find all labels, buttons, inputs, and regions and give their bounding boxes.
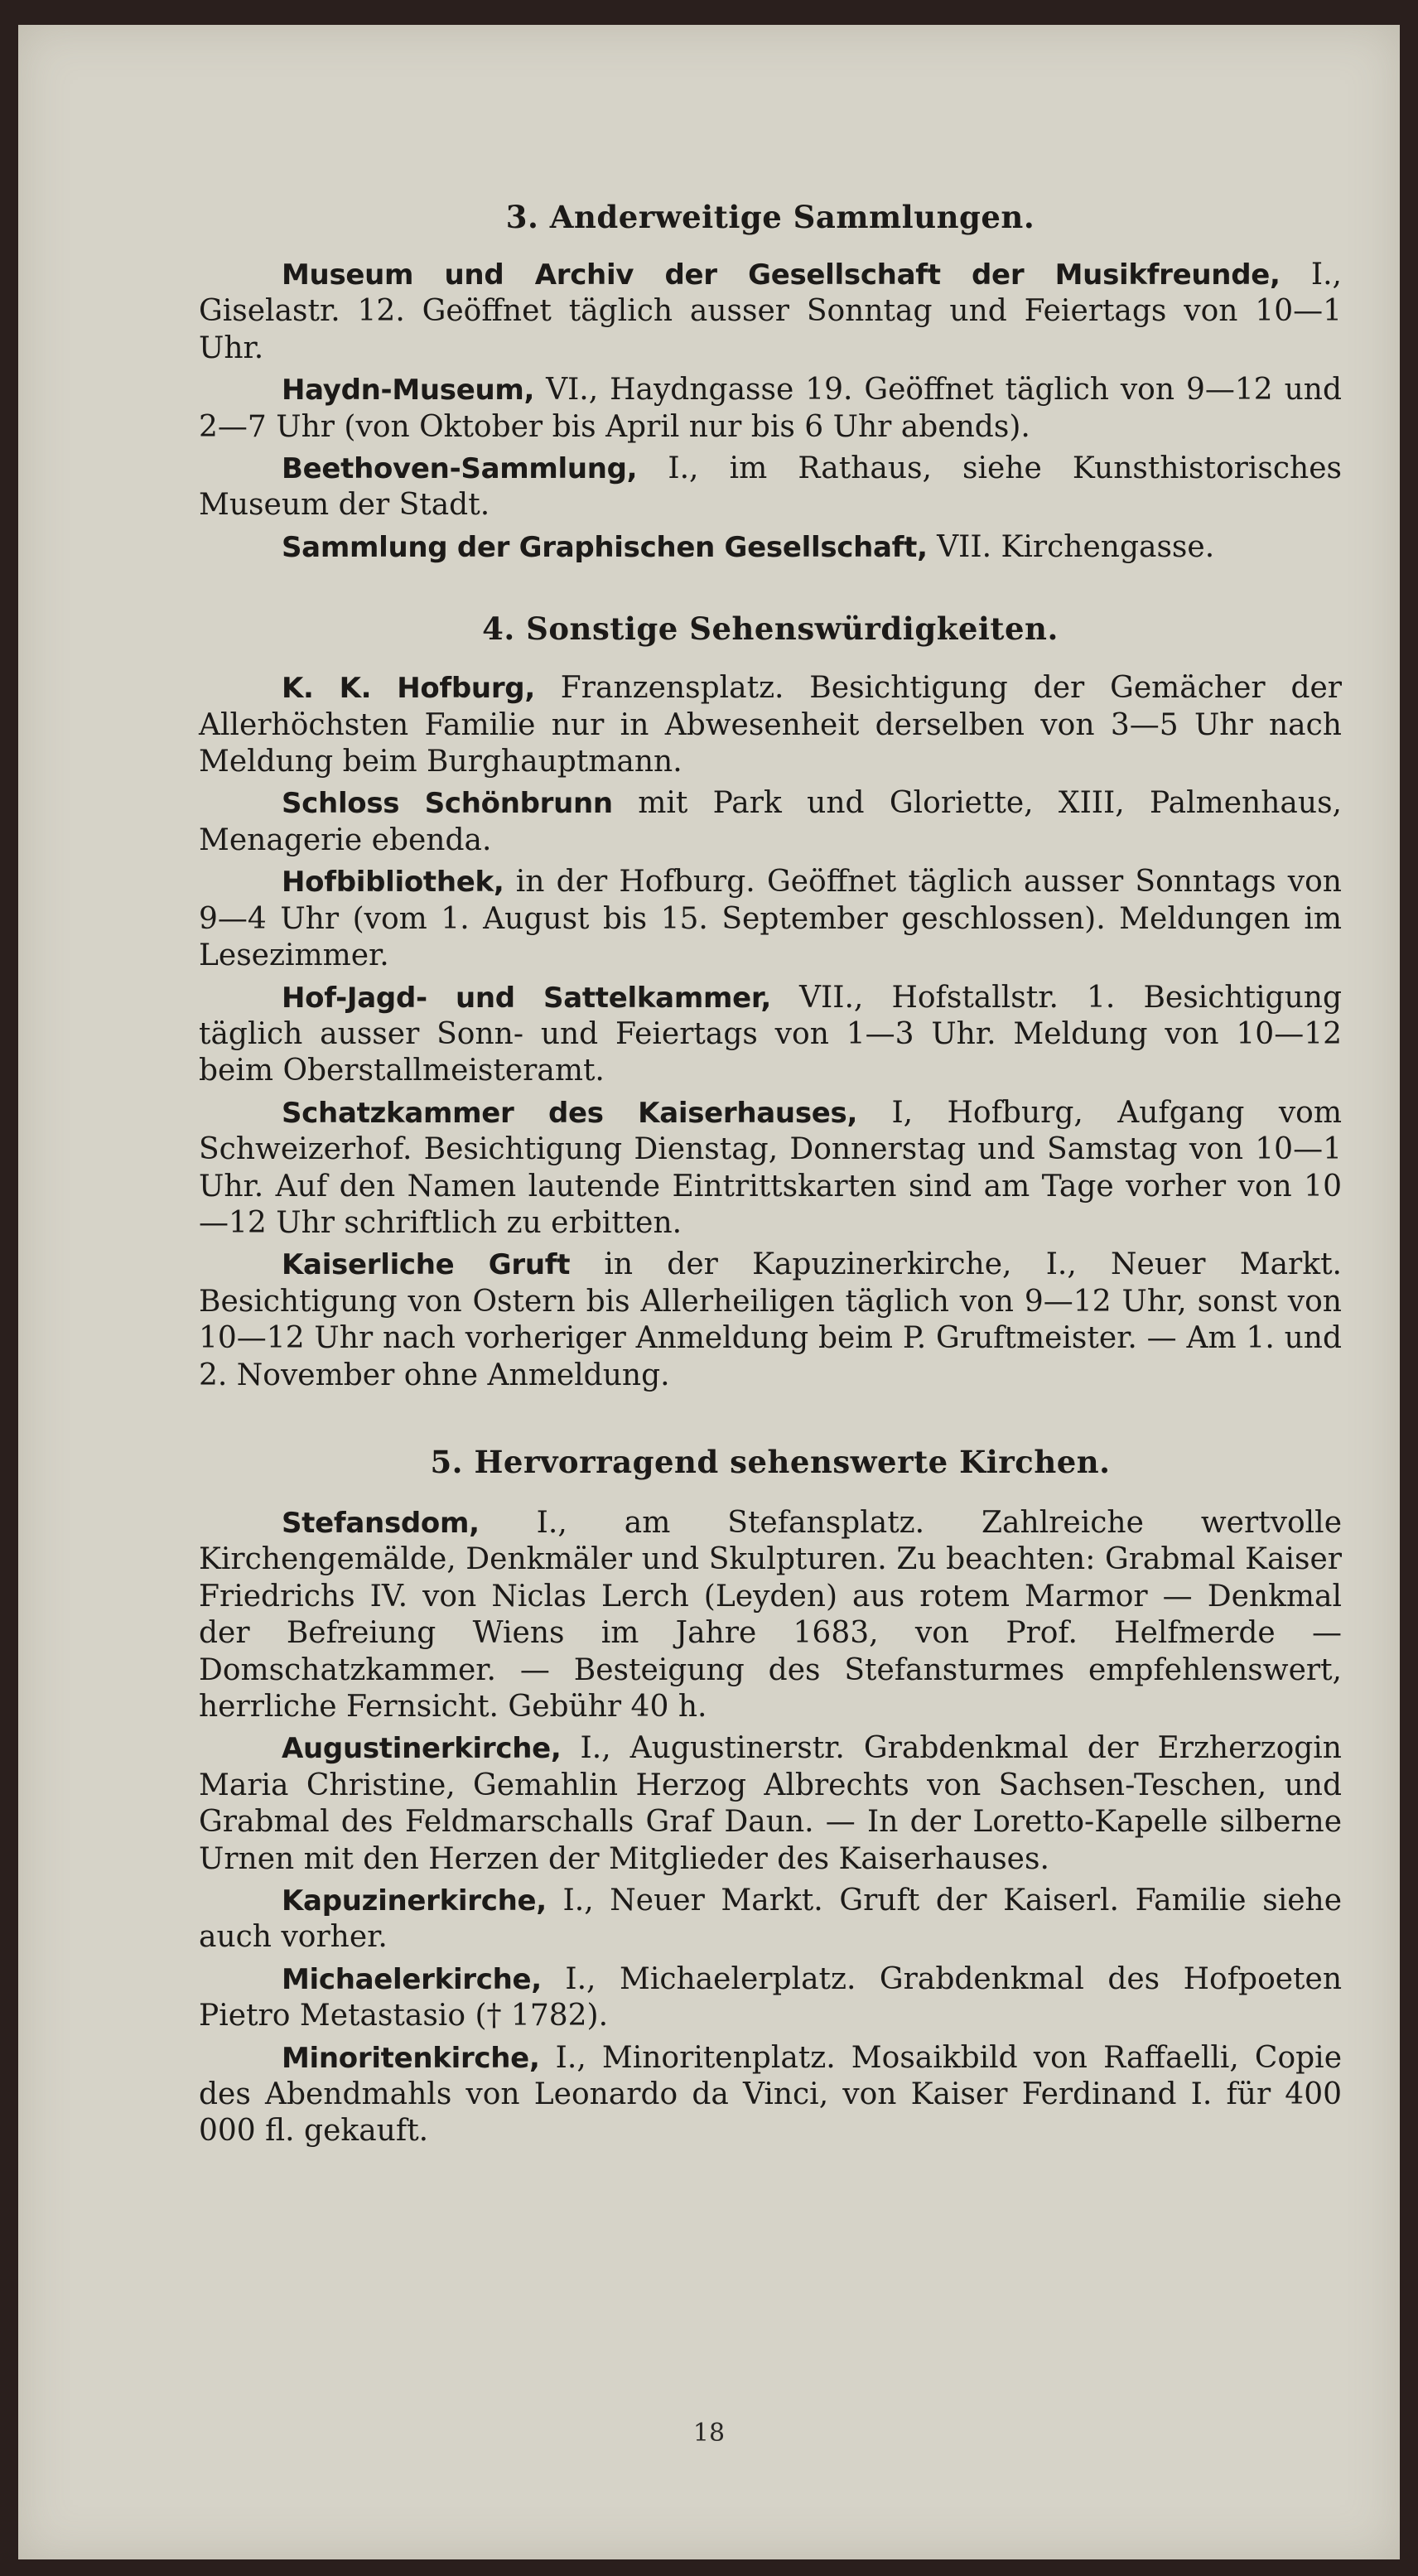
entry-kaiserliche-gruft [199,1247,1342,1394]
entry-text: I., Augustinerstr. Grabdenkmal der Erzherzogin Maria Christine, Gemahlin Herzog Albrechts von Sachsen-Teschen, und Grabmal des Feldmarschalls Graf Daun. — In der Loretto-Kapelle silberne Urnen mit den Herzen der Mitglieder des Kaiserhauses. [199,1731,1342,1876]
entry-text: mit Park und Gloriette, XIII, Palmenhaus, Menagerie ebenda. [199,786,1342,857]
entry-haydn-museum [199,372,1342,446]
entry-name: Hofbibliothek, [282,866,504,900]
entry-text: I., Giselastr. 12. Geöffnet täglich ausser Sonntag und Feiertags von 10—1 Uhr. [199,258,1342,365]
entry-name: Kaiserliche Gruft [282,1248,571,1282]
entry-text: I., Neuer Markt. Gruft der Kaiserl. Familie siehe auch vorher. [199,1884,1342,1955]
entry-text: VII., Hofstallstr. 1. Besichtigung täglich ausser Sonn- und Feiertags von 1—3 Uhr. Meldung von 10—12 beim Oberstallmeisteramt. [199,980,1342,1088]
entry-sattelkammer [199,980,1342,1090]
entry-schatzkammer [199,1095,1342,1242]
entry-name: Beethoven-Sammlung, [282,452,638,486]
entry-name: Michaelerkirche, [282,1962,542,1996]
book-page [18,25,1400,2559]
entry-musikfreunde [199,257,1342,367]
entry-kapuzinerkirche [199,1883,1342,1956]
entry-name: Haydn-Museum, [282,374,535,408]
entry-text: in der Hofburg. Geöffnet täglich ausser Sonntags von 9—4 Uhr (vom 1. August bis 15. September geschlossen). Meldungen im Lesezimmer. [199,865,1342,973]
entry-text: I., Minoritenplatz. Mosaikbild von Raffaelli, Copie des Abendmahls von Leonardo da Vinci, von Kaiser Ferdinand I. für 400 000 fl. gekauft. [199,2040,1342,2149]
entry-name: Kapuzinerkirche, [282,1884,547,1918]
section-heading-collections: 3. Anderweitige Sammlungen. [505,199,1035,235]
entry-text: VI., Haydngasse 19. Geöffnet täglich von 9—12 und 2—7 Uhr (von Oktober bis April nur bis 6 Uhr abends). [199,373,1342,444]
entry-stefansdom [199,1505,1342,1725]
entry-text: VII. Kirchengasse. [927,529,1215,564]
entry-name: Museum und Archiv der Gesellschaft der Musikfreunde, [282,258,1281,292]
entry-name: Augustinerkirche, [282,1732,562,1766]
entry-augustinerkirche [199,1730,1342,1878]
entry-text: Franzensplatz. Besichtigung der Gemächer der Allerhöchsten Familie nur in Abwesenheit derselben von 3—5 Uhr nach Meldung beim Burghauptmann. [199,671,1343,779]
entry-text: I., am Stefansplatz. Zahlreiche wertvolle Kirchengemälde, Denkmäler und Skulpturen. Zu beachten: Grabmal Kaiser Friedrichs IV. von Niclas Lerch (Leyden) aus rotem Marmor — Denkmal der Befreiung Wiens im Jahre 1683, von Prof. Helfmerde — Domschatzkammer. — Besteigung des Stefansturmes empfehlenswert, herrliche Fernsicht. Gebühr 40 h. [199,1505,1342,1724]
entry-minoritenkirche [199,2040,1342,2150]
entry-schoenbrunn [199,785,1342,859]
entry-text: in der Kapuzinerkirche, I., Neuer Markt. Besichtigung von Ostern bis Allerheiligen täglich von 9—12 Uhr, sonst von 10—12 Uhr nach vorheriger Anmeldung beim P. Gruftmeister. — Am 1. und 2. November ohne Anmeldung. [199,1247,1342,1392]
entry-name: Sammlung der Graphischen Gesellschaft, [282,530,928,564]
entry-name: Schloss Schönbrunn [282,787,613,821]
entry-name: K. K. Hofburg, [282,672,535,706]
entry-name: Hof-Jagd- und Sattelkammer, [282,981,771,1015]
entry-text: I, Hofburg, Aufgang vom Schweizerhof. Besichtigung Dienstag, Donnerstag und Samstag von 10—1 Uhr. Auf den Namen lautende Eintrittskarten sind am Tage vorher von 10—12 Uhr schriftlich zu erbitten. [199,1095,1342,1240]
entry-beethoven-sammlung [199,451,1342,524]
section-heading-sights: 4. Sonstige Sehenswürdigkeiten. [482,610,1059,648]
page-text [199,25,1342,2155]
section-heading-churches: 5. Hervorragend sehenswerte Kirchen. [430,1443,1111,1480]
entry-michaelerkirche [199,1961,1342,2035]
entry-text: I., im Rathaus, siehe Kunsthistorisches Museum der Stadt. [199,451,1342,523]
entry-graphische-gesellschaft [199,529,1342,566]
entry-name: Minoritenkirche, [282,2041,540,2075]
entry-text: I., Michaelerplatz. Grabdenkmal des Hofpoeten Pietro Metastasio († 1782). [199,1961,1342,2033]
entry-hofbibliothek [199,864,1342,974]
entry-hofburg [199,670,1342,780]
entry-name: Stefansdom, [282,1506,480,1540]
page-number: 18 [692,2419,726,2448]
entry-name: Schatzkammer des Kaiserhauses, [282,1096,858,1130]
